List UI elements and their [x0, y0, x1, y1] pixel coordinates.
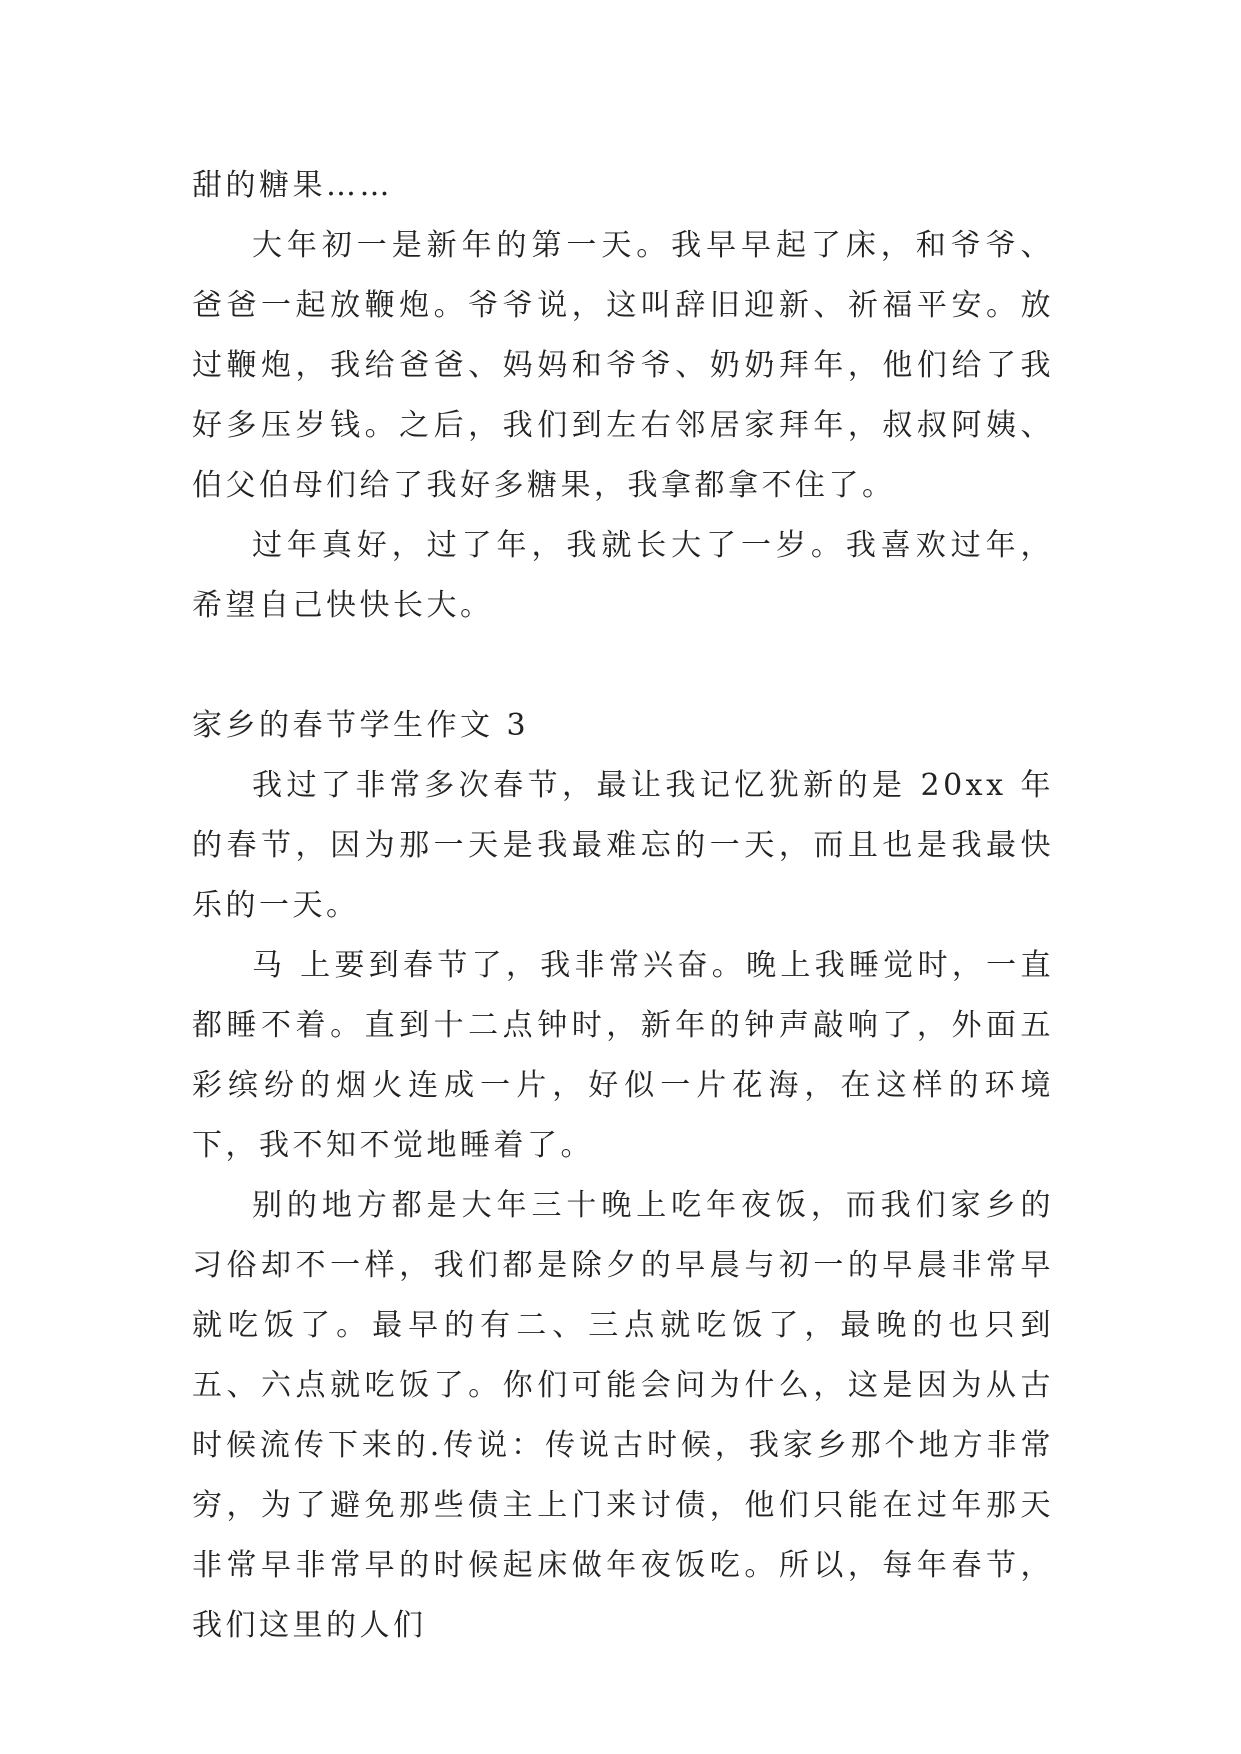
essay-heading: 家乡的春节学生作文 3 [192, 708, 530, 743]
paragraph-new-year-day: 大年初一是新年的第一天。我早早起了床，和爷爷、爸爸一起放鞭炮。爷爷说，这叫辞旧迎新、祈福平安。放过鞭炮，我给爸爸、妈妈和爷爷、奶奶拜年，他们给了我好多压岁钱。之后，我们到左右邻居家拜年，叔叔阿姨、伯父伯母们给了我好多糖果，我拿都拿不住了。 [192, 228, 1054, 503]
section-gap [192, 636, 1054, 696]
paragraph-custom: 别的地方都是大年三十晚上吃年夜饭，而我们家乡的习俗却不一样，我们都是除夕的早晨与初一的早晨非常早就吃饭了。最早的有二、三点就吃饭了，最晚的也只到五、六点就吃饭了。你们可能会问为什么，这是因为从古时候流传下来的.传说：传说古时候，我家乡那个地方非常穷，为了避免那些债主上门来讨债，他们只能在过年那天非常早非常早的时候起床做年夜饭吃。所以，每年春节，我们这里的人们 [192, 1188, 1054, 1643]
paragraph-intro: 我过了非常多次春节，最让我记忆犹新的是 20xx 年的春节，因为那一天是我最难忘的一天，而且也是我最快乐的一天。 [192, 768, 1054, 923]
paragraph-eve-night: 马 上要到春节了，我非常兴奋。晚上我睡觉时，一直都睡不着。直到十二点钟时，新年的钟声敲响了，外面五彩缤纷的烟火连成一片，好似一片花海，在这样的环境下，我不知不觉地睡着了。 [192, 948, 1054, 1163]
document-body [192, 156, 1054, 1656]
paragraph-continuation: 甜的糖果…… [192, 168, 393, 203]
paragraph-conclusion: 过年真好，过了年，我就长大了一岁。我喜欢过年，希望自己快快长大。 [192, 528, 1054, 623]
